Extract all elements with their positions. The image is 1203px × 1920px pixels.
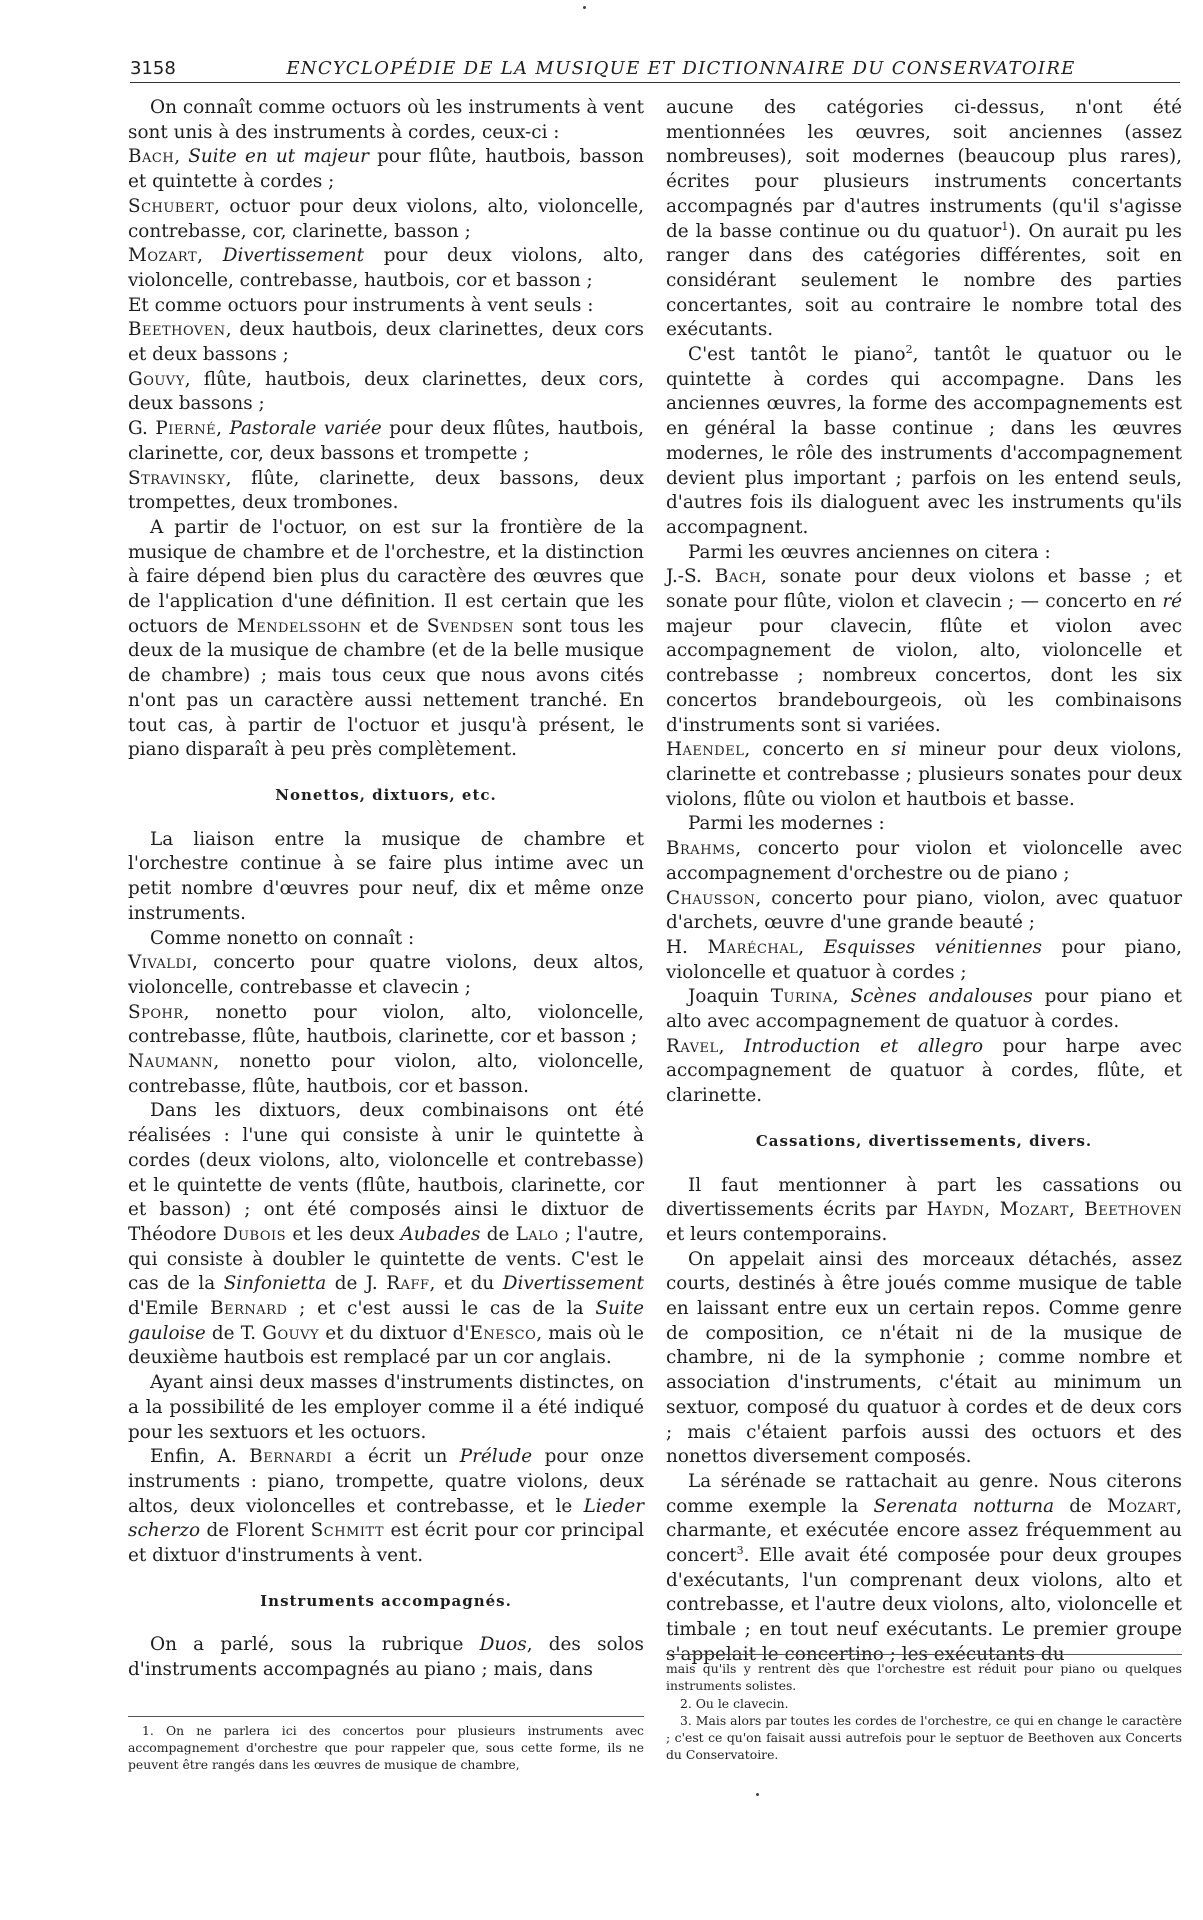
paragraph: Naumann, nonetto pour violon, alto, violoncelle, contrebasse, flûte, hautbois, cor et basson. xyxy=(128,1051,644,1097)
paragraph: Dans les dixtuors, deux combinaisons ont été réalisées : l'une qui consiste à unir le quintette à cordes (deux violons, alto, violoncelle et contrebasse) et le quintette de vents (flûte, hautbois, clarinette, cor et basson) ; ont été composés ainsi le dixtuor de Théodore Dubois et les deux Aubades de Lalo ; l'autre, qui consiste à doubler le quintette de vents. C'est le cas de la Sinfonietta de J. Raff, et du Divertissement d'Emile Bernard ; et c'est aussi le cas de la Suite gauloise de T. Gouvy et du dixtuor d'Enesco, mais où le deuxième hautbois est remplacé par un cor anglais. xyxy=(128,1100,644,1369)
paragraph: Mozart, Divertissement pour deux violons, alto, violoncelle, contrebasse, hautbois, cor et basson ; xyxy=(128,245,644,291)
paragraph: Et comme octuors pour instruments à vent seuls : xyxy=(128,294,594,316)
section-heading: Instruments accompagnés. xyxy=(260,1591,512,1610)
paragraph: A partir de l'octuor, on est sur la frontière de la musique de chambre et de l'orchestre, et la distinction à faire dépend bien plus du caractère des œuvres que de l'application d'une définition. Il est certain que les octuors de Mendelssohn et de Svendsen sont tous les deux de la musique de chambre (et de la belle musique de chambre) ; mais tous ceux que nous avons cités n'ont pas un caractère aussi nettement tranché. En tout cas, à partir de l'octuor et jusqu'à présent, le piano disparaît à peu près complètement. xyxy=(128,516,644,761)
paragraph: Brahms, concerto pour violon et violoncelle avec accompagnement d'orchestre ou de piano ; xyxy=(666,838,1182,884)
print-dot-mark xyxy=(756,1793,759,1796)
paragraph: La sérénade se rattachait au genre. Nous citerons comme exemple la Serenata notturna de Mozart, charmante, et exécutée encore assez fréquemment au concert$^3$. Elle avait été composée pour deux groupes d'exécutants, l'un comprenant deux violons, alto et contrebasse, et l'autre deux violons, alto, violoncelle et timbale ; en tout neuf exécutants. Le premier groupe s'appelait le concertino ; les exécutants du xyxy=(666,1470,1182,1665)
running-title: ENCYCLOPÉDIE DE LA MUSIQUE ET DICTIONNAIRE DU CONSERVATOIRE xyxy=(286,58,1076,79)
paragraph: aucune des catégories ci-dessus, n'ont été mentionnées les œuvres, soit anciennes (assez nombreuses), soit modernes (beaucoup plus rares), écrites pour plusieurs instruments concertants accompagnés par d'autres instruments (qu'il s'agisse de la basse continue ou du quatuor$^1$). On aurait pu les ranger dans des catégories différentes, soit en considérant seulement le nombre des parties concertantes, soit au contraire le nombre total des exécutants. xyxy=(666,97,1182,341)
print-dot-mark xyxy=(583,6,586,9)
paragraph: J.-S. Bach, sonate pour deux violons et basse ; et sonate pour flûte, violon et clavecin ; — concerto en ré majeur pour clavecin, flûte et violon avec accompagnement de violon, alto, violoncelle et contrebasse ; nombreux concertos, dont les six concertos brandebourgeois, où les combinaisons d'instruments sont si variées. xyxy=(666,566,1182,736)
left-column xyxy=(128,96,644,1681)
paragraph: Beethoven, deux hautbois, deux clarinettes, deux cors et deux bassons ; xyxy=(128,319,644,366)
section-heading: Cassations, divertissements, divers. xyxy=(755,1131,1093,1150)
page-number: 3158 xyxy=(130,58,176,79)
paragraph: Parmi les modernes : xyxy=(688,813,885,835)
paragraph: Comme nonetto on connaît : xyxy=(150,927,415,949)
paragraph: Joaquin Turina, Scènes andalouses pour piano et alto avec accompagnement de quatuor à cordes. xyxy=(666,986,1182,1033)
paragraph: Gouvy, flûte, hautbois, deux clarinettes, deux cors, deux bassons ; xyxy=(128,368,644,415)
paragraph: Haendel, concerto en si mineur pour deux violons, clarinette et contrebasse ; plusieurs sonates pour deux violons, flûte ou violon et hautbois et basse. xyxy=(666,739,1182,810)
section-heading: Nonettos, dixtuors, etc. xyxy=(275,785,497,804)
paragraph: On connaît comme octuors où les instruments à vent sont unis à des instruments à cordes, ceux-ci : xyxy=(128,97,644,143)
paragraph: On appelait ainsi des morceaux détachés, assez courts, destinés à être joués comme musique de table en laissant entre eux un certain repos. Comme genre de composition, ce n'était ni de la musique de chambre, ni de la symphonie ; comme nombre et association d'instruments, c'était au minimum un sextuor, composé du quatuor à cordes et de deux cors ; mais c'étaient parfois aussi des octuors et des nonettos diversement composés. xyxy=(666,1248,1182,1468)
paragraph: La liaison entre la musique de chambre et l'orchestre continue à se faire plus intime avec un petit nombre d'œuvres pour neuf, dix et même onze instruments. xyxy=(128,828,644,924)
footnote-ref: 1 xyxy=(1001,219,1009,233)
paragraph: Il faut mentionner à part les cassations ou divertissements écrits par Haydn, Mozart, Beethoven et leurs contemporains. xyxy=(666,1174,1182,1245)
footnote-ref: 2 xyxy=(905,342,913,356)
paragraph: Enfin, A. Bernardi a écrit un Prélude pour onze instruments : piano, trompette, quatre violons, deux altos, deux violoncelles et contrebasse, et le Lieder scherzo de Florent Schmitt est écrit pour cor principal et dixtuor d'instruments à vent. xyxy=(128,1446,644,1567)
paragraph: Chausson, concerto pour piano, violon, avec quatuor d'archets, œuvre d'une grande beauté ; xyxy=(666,887,1182,934)
footnote: 1. On ne parlera ici des concertos pour plusieurs instruments avec accompagnement d'orchestre que pour rappeler que, sous cette forme, ils ne peuvent être rangés dans les œuvres de musique de chambre, xyxy=(128,1723,644,1772)
page-header xyxy=(130,58,1180,83)
footnotes-left xyxy=(128,1716,644,1774)
paragraph: Vivaldi, concerto pour quatre violons, deux altos, violoncelle, contrebasse et clavecin ; xyxy=(128,952,644,998)
paragraph: Bach, Suite en ut majeur pour flûte, hautbois, basson et quintette à cordes ; xyxy=(128,146,644,193)
paragraph: H. Maréchal, Esquisses vénitiennes pour piano, violoncelle et quatuor à cordes ; xyxy=(666,936,1182,983)
footnote: 2. Ou le clavecin. xyxy=(680,1695,789,1711)
footnotes-right xyxy=(666,1654,1182,1765)
footnote: mais qu'ils y rentrent dès que l'orchestre est réduit pour piano ou quelques instruments solistes. xyxy=(666,1661,1182,1693)
paragraph: C'est tantôt le piano$^2$, tantôt le quatuor ou le quintette à cordes qui accompagne. Dans les anciennes œuvres, la forme des accompagnements est en général la basse continue ; dans les œuvres modernes, le rôle des instruments d'accompagnement devient plus important ; parfois on les entend seuls, d'autres fois ils dialoguent avec les instruments qu'ils accompagnent. xyxy=(666,342,1182,538)
paragraph: Ravel, Introduction et allegro pour harpe avec accompagnement de quatuor à cordes, flûte, et clarinette. xyxy=(666,1035,1182,1107)
paragraph: Ayant ainsi deux masses d'instruments distinctes, on a la possibilité de les employer comme il a été indiqué pour les sextuors et les octuors. xyxy=(128,1372,644,1443)
paragraph: G. Pierné, Pastorale variée pour deux flûtes, hautbois, clarinette, cor, deux bassons et trompette ; xyxy=(128,418,644,464)
right-column xyxy=(666,96,1182,1671)
footnote: 3. Mais alors par toutes les cordes de l'orchestre, ce qui en change le caractère ; c'est ce qu'on faisait aussi autrefois pour le septuor de Beethoven aux Concerts du Conservatoire. xyxy=(666,1713,1182,1762)
paragraph: On a parlé, sous la rubrique Duos, des solos d'instruments accompagnés au piano ; mais, dans xyxy=(128,1634,644,1681)
footnote-ref: 3 xyxy=(736,1543,744,1557)
paragraph: Spohr, nonetto pour violon, alto, violoncelle, contrebasse, flûte, hautbois, clarinette, cor et basson ; xyxy=(128,1001,644,1048)
paragraph: Stravinsky, flûte, clarinette, deux bassons, deux trompettes, deux trombones. xyxy=(128,467,644,514)
paragraph: Schubert, octuor pour deux violons, alto, violoncelle, contrebasse, cor, clarinette, basson ; xyxy=(128,195,644,242)
paragraph: Parmi les œuvres anciennes on citera : xyxy=(688,541,1051,563)
